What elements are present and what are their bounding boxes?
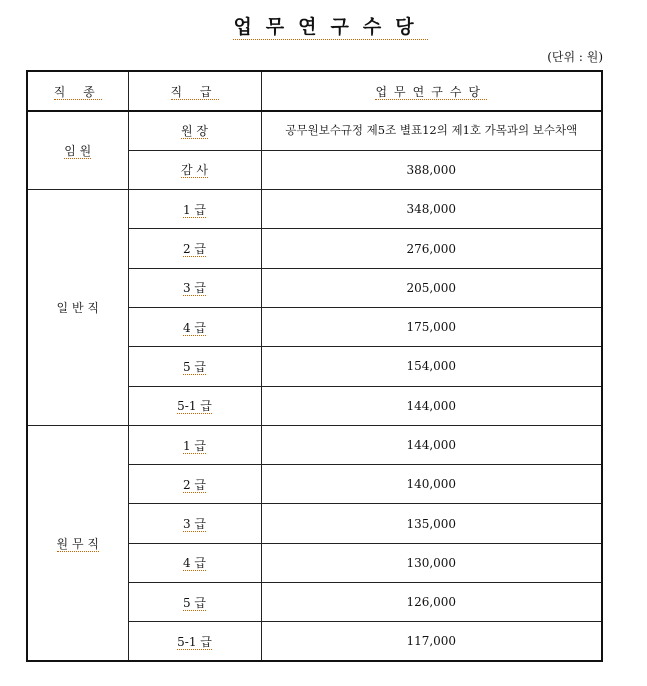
grade-label: 원 장 — [181, 124, 208, 139]
amount-cell: 175,000 — [261, 307, 602, 346]
category-label: 일 반 직 — [56, 300, 99, 315]
amount-cell: 205,000 — [261, 268, 602, 307]
header-allowance — [261, 71, 602, 111]
grade-label: 2 급 — [182, 477, 207, 492]
grade-cell — [128, 307, 261, 346]
amount-cell: 135,000 — [261, 504, 602, 543]
amount-cell: 348,000 — [261, 190, 602, 229]
grade-label: 감 사 — [181, 163, 208, 178]
grade-label: 4 급 — [182, 556, 207, 571]
grade-cell — [128, 465, 261, 504]
header-grade — [128, 71, 261, 111]
header-job-type-label: 직 종 — [53, 84, 102, 99]
category-label: 임 원 — [64, 144, 92, 159]
grade-cell — [128, 504, 261, 543]
amount-cell: 276,000 — [261, 229, 602, 268]
category-cell — [27, 190, 128, 426]
amount-cell: 388,000 — [261, 150, 602, 189]
grade-cell — [128, 347, 261, 386]
amount-cell: 140,000 — [261, 465, 602, 504]
amount-cell: 126,000 — [261, 583, 602, 622]
title-text: 업무연구수당 — [233, 16, 428, 38]
grade-cell — [128, 190, 261, 229]
grade-label: 5 급 — [182, 595, 207, 610]
header-job-type — [27, 71, 128, 111]
grade-cell — [128, 386, 261, 425]
amount-cell: 117,000 — [261, 622, 602, 661]
grade-label: 3 급 — [182, 517, 207, 532]
table-row — [27, 190, 602, 229]
grade-cell — [128, 229, 261, 268]
amount-value: 공무원보수규정 제5조 별표12의 제1호 가목과의 보수차액 — [285, 123, 578, 138]
unit-note: (단위 : 원) — [547, 50, 603, 64]
grade-cell — [128, 622, 261, 661]
header-allowance-label: 업무연구수당 — [375, 84, 488, 99]
amount-cell: 144,000 — [261, 425, 602, 464]
allowance-table — [26, 70, 603, 662]
grade-label: 4 급 — [182, 320, 207, 335]
grade-cell — [128, 583, 261, 622]
grade-cell — [128, 543, 261, 582]
grade-label: 1 급 — [182, 438, 207, 453]
amount-cell — [261, 111, 602, 150]
grade-cell — [128, 111, 261, 150]
amount-cell: 130,000 — [261, 543, 602, 582]
category-label: 원 무 직 — [56, 536, 99, 551]
grade-label: 5-1 급 — [177, 399, 212, 414]
grade-label: 5-1 급 — [177, 634, 212, 649]
header-grade-label: 직 급 — [170, 84, 219, 99]
grade-cell — [128, 425, 261, 464]
table-row — [27, 425, 602, 464]
table-row — [27, 111, 602, 150]
page-title — [0, 12, 647, 39]
category-cell — [27, 425, 128, 661]
category-cell — [27, 111, 128, 190]
grade-cell — [128, 150, 261, 189]
amount-cell: 144,000 — [261, 386, 602, 425]
grade-cell — [128, 268, 261, 307]
amount-cell: 154,000 — [261, 347, 602, 386]
grade-label: 3 급 — [182, 281, 207, 296]
grade-label: 2 급 — [182, 242, 207, 257]
grade-label: 1 급 — [182, 202, 207, 217]
grade-label: 5 급 — [182, 359, 207, 374]
table-header-row — [27, 71, 602, 111]
